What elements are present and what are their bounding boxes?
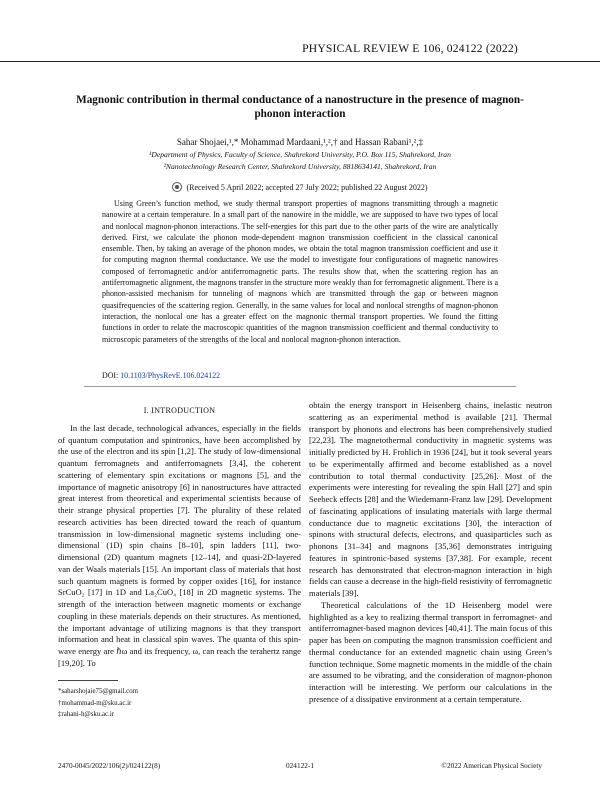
- footnote-email-2[interactable]: †mohammad-m@sku.ac.ir: [58, 699, 132, 707]
- left-column: [58, 405, 301, 670]
- footnotes: [58, 686, 138, 721]
- right-column: [309, 400, 552, 706]
- footer-copyright: ©2022 American Physical Society: [441, 761, 542, 770]
- running-header: [0, 40, 600, 58]
- doi-link[interactable]: 10.1103/PhysRevE.106.024122: [120, 371, 221, 380]
- page-number: 024122-1: [286, 761, 314, 770]
- section-heading: I. INTRODUCTION: [143, 406, 216, 415]
- body-paragraph: obtain the energy transport in Heisenberg chains, inelastic neutron scattering as an experimental method is available [21]. Thermal transport by phonons and electrons has been comprehensively studied [22,23]. The magnetothermal conductivity in magnetic systems was initially predicted by H. Frohlich in 1936 [24], but it took several years to be experimentally affirmed and become established as a novel contribution to total thermal conductivity [25,26]. Most of the experiments were interesting for revealing the spin Hall [27] and spin Seebeck effects [28] and the Wiedemann-Franz law [29]. Development of fascinating applications of insulating materials with large thermal conductance due to magnetic excitations [30], the interaction of spinons with structural defects, electrons, and quasiparticles such as phonons [31–34] and magnons [35,36] demonstrates intriguing features in spintronic-based systems [37,38]. For example, recent research has demonstrated that electron-magnon interaction in high fields can cause a decrease in the high-field resistivity of ferromagnetic materials [39].: [309, 400, 552, 598]
- abstract-separator: [84, 386, 516, 387]
- doi-label: DOI:: [102, 371, 121, 380]
- author-list: Sahar Shojaei,¹,* Mohammad Mardaani,¹,²,† and Hassan Rabani¹,²,‡: [176, 137, 424, 147]
- body-paragraph: In the last decade, technological advances, especially in the fields of quantum computation and spintronics, have been accomplished by the use of the electron and its spin [1,2]. The study of low-dimensional quantum ferromagnets and antiferromagnets [3,4], the coherent scattering of elementary spin excitations or magnons [5], and the importance of magnetic anisotropy [6] in nanostructures have attracted great interest from theoretical and experimental scientists because of their strange physical properties [7]. The plurality of these related research activities has been directed toward the reach of quantum transmission in low-dimensional magnetic systems including one-dimensional (1D) spin chains [8–10], spin ladders [11], two-dimensional (2D) quantum magnets [12–14], and quasi-2D-layered van der Waals materials [15]. An important class of materials that host such quantum magnets is formed by copper oxides [16], for instance SrCuO₂ [17] in 1D and La₂CuO₄ [18] in 2D magnetic systems. The strength of the interaction between magnetic moments or exchange coupling in these materials depends on their structures. As mentioned, the important advantage of utilizing magnons is that they transport information and heat in classical spin waves. The quanta of this spin-wave energy are ℏω and its frequency, ω, can reach the terahertz range [19,20]. To: [58, 422, 301, 668]
- journal-citation: PHYSICAL REVIEW E 106, 024122 (2022): [302, 42, 518, 55]
- abstract: Using Green’s function method, we study thermal transport properties of magnons transmitting through a magnetic nanowire at a certain temperature. In a small part of the nanowire in the middle, we are supposed to have two types of local and nonlocal magnon-phonon interactions. The self-energies for this part due to the other parts of the wire are analytically derived. First, we calculate the phonon mode-dependent magnon transmission coefficient in the classical canonical ensemble. Then, by taking an average of the phonon modes, we obtain the total magnon transmission coefficient and use it for computing magnon thermal conductance. We use the model to investigate four configurations of magnetic nanowires composed of ferromagnetic and/or antiferromagnetic parts. The results show that, when the scattering region has an antiferromagnetic alignment, the magnons transfer in the structure more weakly than for ferromagnetic alignment. There is a phonon-assisted mechanism for tunneling of magnons which are transmitted through the gap or between magnon quasifrequencies of the scattering region. Generally, in the same values for local and nonlocal strengths of magnon-phonon interaction, the nonlocal one has a greater effect on the magnonic thermal transport properties. We found the fitting functions in order to relate the macroscopic quantities of the magnon transmission coefficient and thermal conductivity to microscopic parameters of the strengths of the local and nonlocal magnon-phonon interaction.: [102, 199, 498, 344]
- footnote-rule: [58, 680, 118, 681]
- affiliation-2: ²Nanotechnology Research Center, Shahrekord University, 8818634141, Shahrekord, Iran: [163, 162, 437, 171]
- body-paragraph: Theoretical calculations of the 1D Heisenberg model were highlighted as a key to realizing thermal transport in ferromagnet- and antiferromagnet-based magnon devices [40,41]. The main focus of this paper has been on computing the magnon transmission coefficient and thermal conductance for an extended magnetic chain using Green’s function technique. Some magnetic moments in the middle of the chain are assumed to be vibrating, and the consideration of magnon-phonon interaction will be interesting. We perform our calculations in the presence of a dissipative environment at a certain temperature.: [309, 599, 552, 704]
- footnote-email-3[interactable]: ‡rahani-h@sku.ac.ir: [58, 711, 115, 719]
- paper-title: Magnonic contribution in thermal conductance of a nanostructure in the presence of magnon-phonon interaction: [76, 94, 524, 121]
- affiliation-1: ¹Department of Physics, Faculty of Science, Shahrekord University, P.O. Box 115, Shahrekord, Iran: [149, 150, 451, 159]
- doi-line: [102, 371, 220, 380]
- check-for-updates-icon[interactable]: [172, 182, 182, 192]
- publication-dates: [60, 182, 540, 192]
- dates-text: (Received 5 April 2022; accepted 27 July 2022; published 22 August 2022): [186, 183, 428, 192]
- footnote-email-1[interactable]: *saharshojaie75@gmail.com: [58, 688, 139, 695]
- header-rule: [0, 61, 600, 62]
- footer-issn: 2470-0045/2022/106(2)/024122(8): [58, 761, 161, 770]
